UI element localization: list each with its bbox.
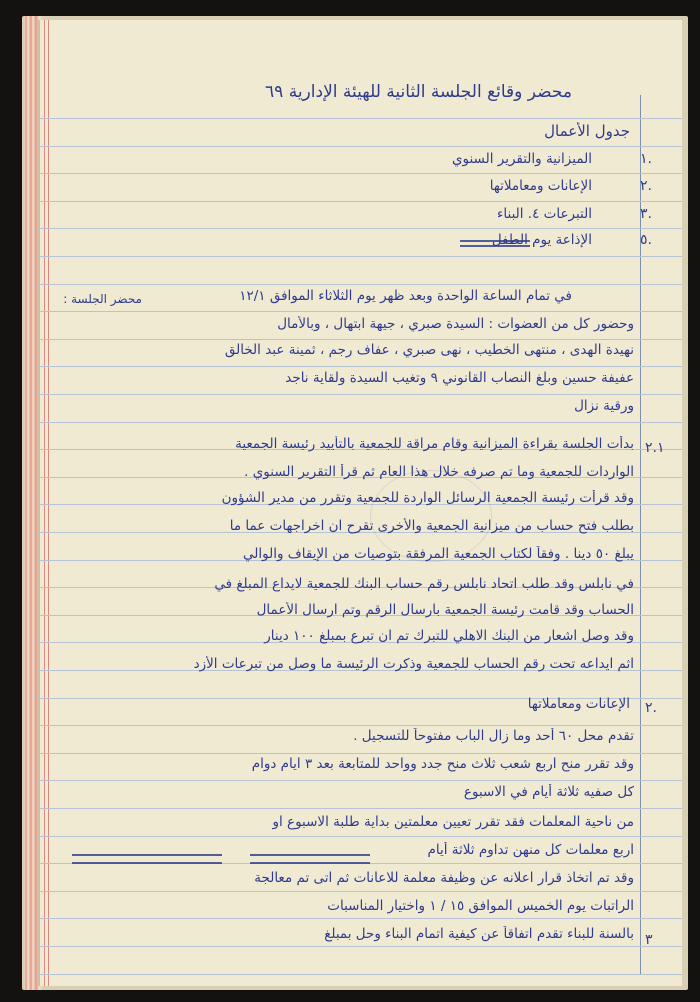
margin-red-line (44, 20, 45, 986)
ruled-line (40, 118, 682, 119)
ruled-line (40, 201, 682, 202)
ruled-line (40, 146, 682, 147)
minutes-line: الحساب وقد قامت رئيسة الجمعية بارسال الرقم وتم ارسال الأعمال (256, 602, 634, 618)
minutes-line: وحضور كل من العضوات : السيدة صبري ، جيهة ابتهال ، وبالأمال (277, 316, 634, 332)
section-number: ٣ (645, 932, 653, 948)
ruled-line (40, 339, 682, 340)
minutes-line: الواردات للجمعية وما تم صرفه خلال هذا العام ثم قرأ التقرير السنوي . (244, 464, 634, 480)
minutes-line: تقدم محل ٦٠ أحد وما زال الباب مفتوحاً للتسجيل . (353, 728, 634, 744)
ruled-line (40, 780, 682, 781)
ruled-line (40, 173, 682, 174)
ruled-line (40, 228, 682, 229)
ruled-line (40, 725, 682, 726)
minutes-line: بدأت الجلسة بقراءة الميزانية وقام مراقة للجمعية بالتأييد رئيسة الجمعية (235, 436, 634, 452)
minutes-line: نهيدة الهدى ، منتهى الخطيب ، نهى صبري ، عفاف رجم ، ثمينة عبد الخالق (224, 342, 634, 358)
notebook-page (40, 20, 682, 986)
minutes-line: اربع معلمات كل منهن تداوم ثلاثة أيام (427, 842, 634, 858)
minutes-label: محضر الجلسة : (63, 292, 142, 306)
minutes-line: بالسنة للبناء تقدم اتفاقاً عن كيفية اتمام البناء وحل بمبلغ (324, 926, 634, 942)
ruled-line (40, 974, 682, 975)
minutes-line: وقد وصل اشعار من البنك الاهلي للتبرك تم ان تبرع بمبلغ ١٠٠ دينار (264, 628, 634, 644)
agenda-item: التبرعات ٤. البناء (497, 206, 592, 222)
agenda-number: ٥. (640, 232, 652, 248)
ruled-line (40, 753, 682, 754)
agenda-item: الميزانية والتقرير السنوي (451, 151, 592, 167)
ruled-line (40, 256, 682, 257)
minutes-line: عفيفة حسين وبلغ النصاب القانوني ٩ وتغيب السيدة ولقاية ناجد (285, 370, 634, 386)
ruled-line (40, 394, 682, 395)
ruled-line (40, 836, 682, 837)
minutes-line: بطلب فتح حساب من ميزانية الجمعية والأخرى تقرح ان اخراجهات عما ما (229, 518, 634, 534)
ruled-line (40, 918, 682, 919)
ruled-line (40, 422, 682, 423)
margin-red-line (48, 20, 49, 986)
ruled-line (40, 284, 682, 285)
ruled-line (40, 946, 682, 947)
ruled-line (40, 808, 682, 809)
section-number: ٢.١ (645, 440, 665, 456)
ruled-line (40, 366, 682, 367)
agenda-number: ١. (640, 151, 652, 167)
minutes-line: وقد تم اتخاذ قرار اعلانه عن وظيفة معلمة للاعانات ثم اتى تم معالجة (254, 870, 634, 886)
section-number: ٢. (645, 700, 657, 716)
agenda-item: الإعانات ومعاملاتها (489, 178, 592, 194)
page-title: محضر وقائع الجلسة الثانية للهيئة الإدارية ٦٩ (265, 82, 572, 102)
ruled-line (40, 891, 682, 892)
minutes-line: كل صفيه ثلاثة أيام في الاسبوع (463, 784, 634, 800)
agenda-heading: جدول الأعمال (544, 122, 630, 140)
minutes-line: في تمام الساعة الواحدة وبعد ظهر يوم الثلاثاء الموافق ١٢/١ (239, 288, 572, 304)
agenda-item: الإذاعة يوم الطفل (491, 232, 592, 248)
minutes-line: الراتبات يوم الخميس الموافق ١٥ / ١ واختيار المناسبات (327, 898, 634, 914)
minutes-line: الإعانات ومعاملاتها (527, 696, 630, 712)
minutes-line: ورقية نزال (574, 398, 634, 414)
minutes-line: اثم ايداعه تحت رقم الحساب للجمعية وذكرت الرئيسة ما وصل من تبرعات الأزد (193, 656, 634, 672)
minutes-line: وقد تقرر منح اربع شعب ثلاث منح جدد وواحد للمتابعة بعد ٣ ايام دوام (251, 756, 634, 772)
agenda-number: ٣. (640, 206, 652, 222)
minutes-line: يبلغ ٥٠ دينا . وفقاً لكتاب الجمعية المرفقة بتوصيات من الإيقاف والوالي (243, 546, 634, 562)
margin-blue-line (640, 95, 641, 975)
ruled-line (40, 311, 682, 312)
agenda-number: ٢. (640, 178, 652, 194)
minutes-line: وقد قرأت رئيسة الجمعية الرسائل الواردة للجمعية وتقرر من مدير الشؤون (221, 490, 634, 506)
crossed-out-text (460, 240, 530, 247)
crossed-out-text (72, 854, 222, 864)
minutes-line: من ناحية المعلمات فقد تقرر تعيين معلمتين بداية طلبة الاسبوع او (272, 814, 634, 830)
crossed-out-text (250, 854, 370, 864)
minutes-line: في نابلس وقد طلب اتحاد نابلس رقم حساب البنك للجمعية لايداع المبلغ في (214, 576, 634, 592)
